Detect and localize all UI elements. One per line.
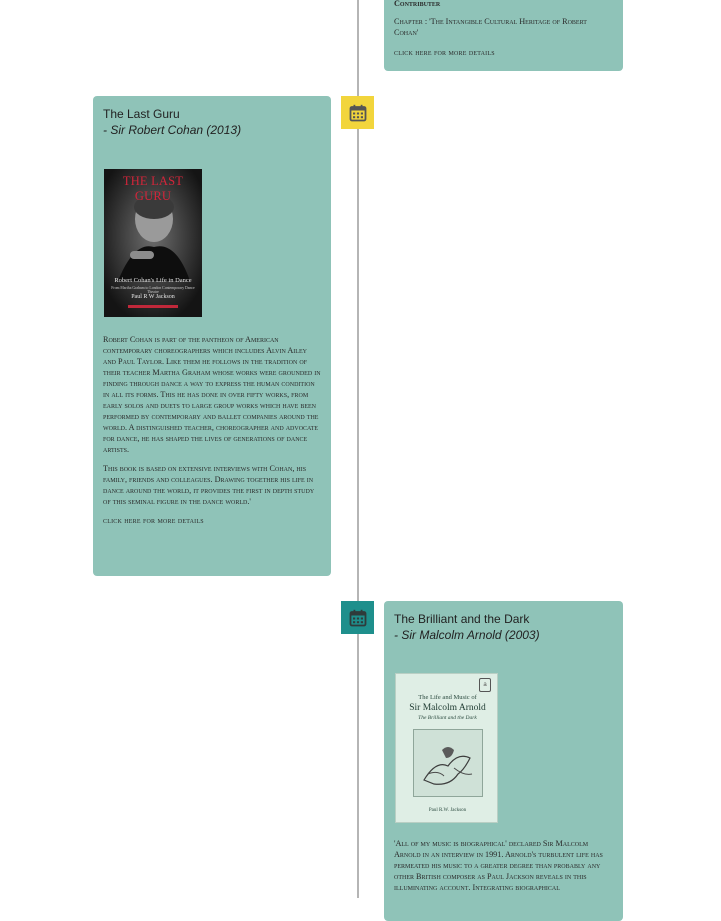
cover-red-strip — [128, 305, 178, 308]
book-cover-brilliant-dark[interactable] — [395, 673, 498, 823]
timeline-line — [357, 0, 359, 898]
cover-tagline: From Martha Graham to London Contemporary Dance Theatre — [111, 286, 195, 295]
cover-author: Paul R.W. Jackson — [428, 808, 467, 813]
timeline-marker — [341, 601, 374, 634]
card-title: The Brilliant and the Dark — [394, 612, 530, 626]
card-heading: Contributer — [394, 0, 441, 8]
calendar-icon — [349, 104, 367, 122]
card-byline: - Sir Malcolm Arnold (2003) — [394, 628, 540, 642]
card-chapter: Chapter : 'The Intangible Cultural Heritage of Robert Cohan' — [394, 17, 587, 37]
card-description: 'All of my music is biographical' declared Sir Malcolm Arnold in an interview in 1991. Arnold's turbulent life has permeated his music to a greater degree than probably any other British composer as Paul Jackson reveals in this illuminating account. Integrating biographical — [394, 839, 603, 892]
timeline-card-last-guru — [93, 96, 331, 576]
card-title: The Last Guru — [103, 107, 180, 121]
calendar-icon — [349, 609, 367, 627]
card-description: This book is based on extensive interviews with Cohan, his family, friends and colleagues. Drawing together his life in dance around the world, it provides the first in depth study of this seminal figure in the dance world.' — [103, 464, 315, 506]
timeline-card-contributer — [384, 0, 623, 71]
publisher-logo-icon: a — [479, 678, 491, 692]
timeline-card-brilliant-dark — [384, 601, 623, 921]
cover-title: THE LAST GURU — [122, 174, 184, 203]
cover-title: Sir Malcolm Arnold — [409, 703, 486, 713]
timeline-marker — [341, 96, 374, 129]
cover-author: Paul R W Jackson — [131, 294, 175, 300]
cover-subtitle: The Brilliant and the Dark — [418, 715, 477, 721]
more-details-link[interactable]: click here for more details — [103, 516, 204, 525]
more-details-link[interactable]: click here for more details — [394, 48, 495, 57]
cover-pre: The Life and Music of — [418, 694, 477, 701]
card-description: Robert Cohan is part of the pantheon of American contemporary choreographers which includes Alvin Ailey and Paul Taylor. Like them he follows in the tradition of their teacher Martha Graham whose works were grounded in finding through dance a way to express the human condition in all its forms. This he has done in over fifty works, from early solos and duets to large group works which have been performed by contemporary and ballet companies around the world. A distinguished teacher, choreographer and advocate for dance, he has shaped the lives of generations of dance artists. — [103, 335, 321, 454]
cover-sketch-illustration — [413, 729, 483, 797]
cover-subtitle: Robert Cohan's Life in Dance — [114, 277, 192, 284]
card-byline: - Sir Robert Cohan (2013) — [103, 123, 242, 137]
book-cover-last-guru[interactable] — [104, 169, 202, 317]
